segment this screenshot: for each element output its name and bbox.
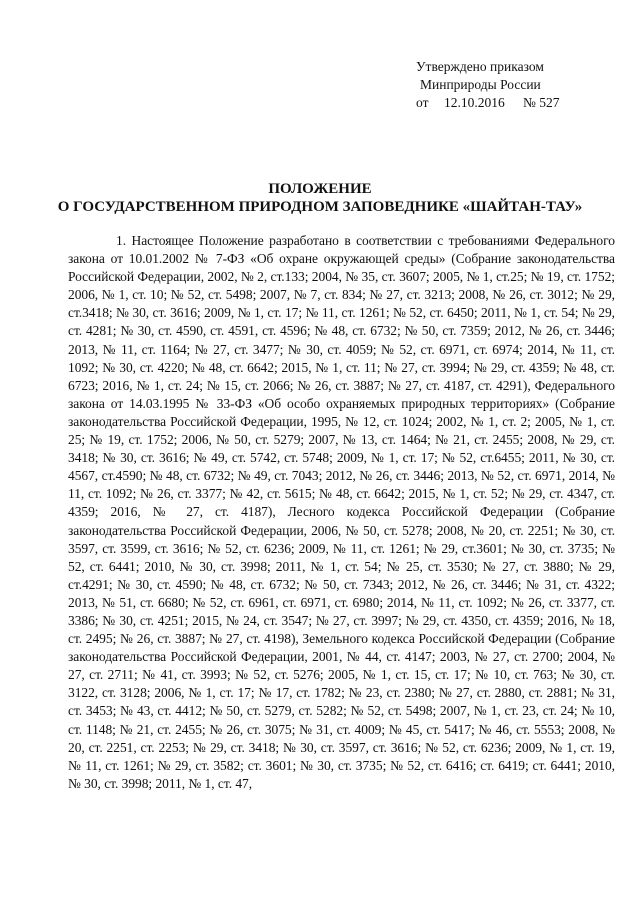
approval-stamp — [416, 58, 560, 112]
approval-date: 12.10.2016 — [444, 95, 505, 110]
approval-line-2: Минприроды России — [420, 77, 541, 92]
paragraph-1: 1. Настоящее Положение разработано в соответствии с требованиями Федерального закона от 10.01.2002 № 7-ФЗ «Об охране окружающей среды» (Собрание законодательства Российской Федерации, 2002, № 2, ст.133; 2004, № 35, ст. 3607; 2005, № 1, ст.25; № 19, ст. 1752; 2006, № 1, ст. 10; № 52, ст. 5498; 2007, № 7, ст. 834; № 27, ст. 3213; 2008, № 26, ст. 3012; № 29, ст.3418; № 30, ст. 3616; 2009, № 1, ст. 17; № 11, ст. 1261; № 52, ст. 6450; 2011, № 1, ст. 54; № 29, ст. 4281; № 30, ст. 4590, ст. 4591, ст. 4596; № 48, ст. 6732; № 50, ст. 7359; 2012, № 26, ст. 3446; 2013, № 11, ст. 1164; № 27, ст. 3477; № 30, ст. 4059; № 52, ст. 6971, ст. 6974; 2014, № 11, ст. 1092; № 30, ст. 4220; № 48, ст. 6642; 2015, № 1, ст. 11; № 27, ст. 3994; № 29, ст. 4359; № 48, ст. 6723; 2016, № 1, ст. 24; № 15, ст. 2066; № 26, ст. 3887; № 27, ст. 4187, ст. 4291), Федерального закона от 14.03.1995 № 33-ФЗ «Об особо охраняемых природных территориях» (Собрание законодательства Российской Федерации, 1995, № 12, ст. 1024; 2002, № 1, ст. 2; 2005, № 1, ст. 25; № 19, ст. 1752; 2006, № 50, ст. 5279; 2007, № 13, ст. 1464; № 21, ст. 2455; 2008, № 29, ст. 3418; № 30, ст. 3616; № 49, ст. 5742, ст. 5748; 2009, № 1, ст. 17; № 52, ст.6455; 2011, № 30, ст. 4567, ст.4590; № 48, ст. 6732; № 49, ст. 7043; 2012, № 26, ст. 3446; 2013, № 52, ст. 6971, 2014, № 11, ст. 1092; № 26, ст. 3377; № 42, ст. 5615; № 48, ст. 6642; 2015, № 1, ст. 52; № 29, ст. 4347, ст. 4359; 2016, № 27, ст. 4187), Лесного кодекса Российской Федерации (Собрание законодательства Российской Федерации, 2006, № 50, ст. 5278; 2008, № 20, ст. 2251; № 30, ст. 3597, ст. 3599, ст. 3616; № 52, ст. 6236; 2009, № 11, ст. 1261; № 29, ст.3601; № 30, ст. 3735; № 52, ст. 6441; 2010, № 30, ст. 3998; 2011, № 1, ст. 54; № 25, ст. 3530; № 27, ст. 3880; № 29, ст.4291; № 30, ст. 4590; № 48, ст. 6732; № 50, ст. 7343; 2012, № 26, ст. 3446; № 31, ст. 4322; 2013, № 51, ст. 6680; № 52, ст. 6961, ст. 6971, ст. 6980; 2014, № 11, ст. 1092; № 26, ст. 3377, ст. 3386; № 30, ст. 4251; 2015, № 24, ст. 3547; № 27, ст. 3997; № 29, ст. 4350, ст. 4359; 2016, № 18, ст. 2495; № 26, ст. 3887; № 27, ст. 4198), Земельного кодекса Российской Федерации (Собрание законодательства Российской Федерации, 2001, № 44, ст. 4147; 2003, № 27, ст. 2700; 2004, № 27, ст. 2711; № 41, ст. 3993; № 52, ст. 5276; 2005, № 1, ст. 15, ст. 17; № 10, ст. 763; № 30, ст. 3122, ст. 3128; 2006, № 1, ст. 17; № 17, ст. 1782; № 23, ст. 2380; № 27, ст. 2880, ст. 2881; № 31, ст. 3453; № 43, ст. 4412; № 50, ст. 5279, ст. 5282; № 52, ст. 5498; 2007, № 1, ст. 23, ст. 24; № 10, ст. 1148; № 21, ст. 2455; № 26, ст. 3075; № 31, ст. 4009; № 45, ст. 5417; № 46, ст. 5553; 2008, № 20, ст. 2251, ст. 2253; № 29, ст. 3418; № 30, ст. 3597, ст. 3616; № 52, ст. 6236; 2009, № 1, ст. 19, № 11, ст. 1261; № 29, ст. 3582; ст. 3601; № 30, ст. 3735; № 52, ст. 6416; ст. 6419; ст. 6441; 2010, № 30, ст. 3998; 2011, № 1, ст. 47, — [68, 233, 615, 791]
approval-date-prefix: от — [416, 95, 429, 110]
document-title: ПОЛОЖЕНИЕ — [268, 181, 372, 197]
approval-date-line — [416, 94, 560, 112]
document-subtitle: О ГОСУДАРСТВЕННОМ ПРИРОДНОМ ЗАПОВЕДНИКЕ «ШАЙТАН-ТАУ» — [57, 199, 583, 215]
approval-line-1: Утверждено приказом — [416, 59, 544, 74]
approval-number: № 527 — [523, 95, 560, 110]
